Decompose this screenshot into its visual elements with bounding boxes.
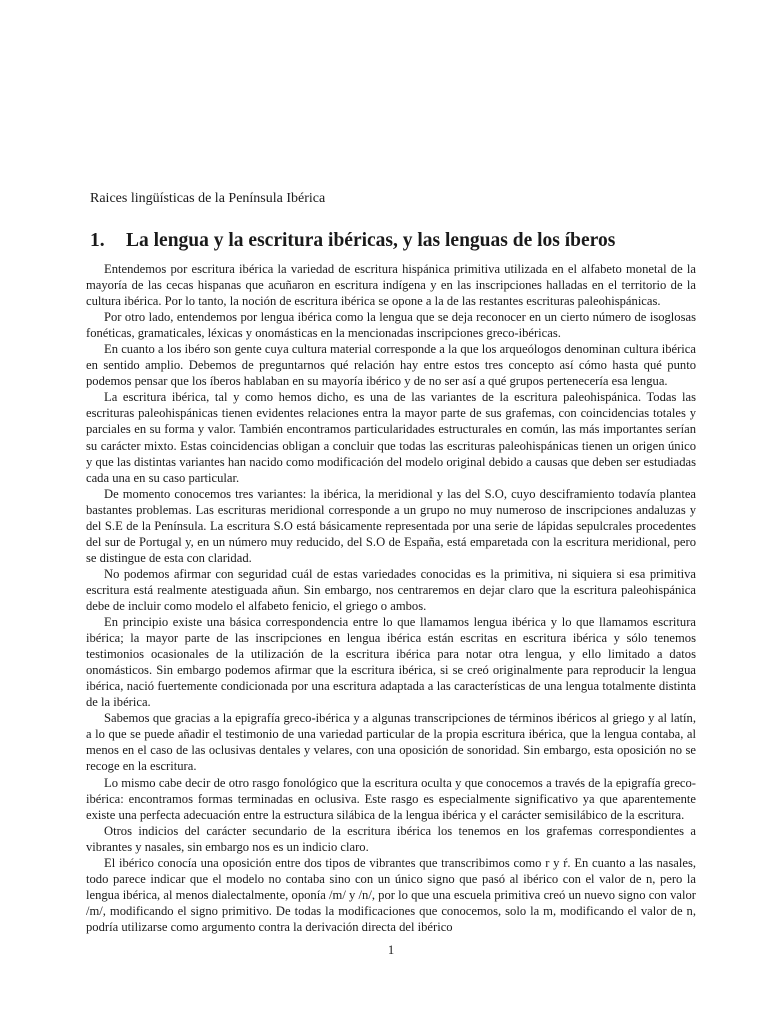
paragraph: En cuanto a los ibéro son gente cuya cultura material corresponde a la que los arqueólogos denominan cultura ibérica en sentido amplio. Debemos de preguntarnos qué relación hay entre estos tres concepto así cómo hasta qué punto podemos pensar que los íberos hablaban en su mayoría ibérico y de no ser así a qué grupos pertenecería esa lengua. — [86, 342, 696, 389]
paragraph: Entendemos por escritura ibérica la variedad de escritura hispánica primitiva utilizada en el alfabeto monetal de la mayoría de las cecas hispanas que acuñaron en escritura indígena y en las inscripciones halladas en el territorio de la cultura ibérica. Por lo tanto, la noción de escritura ibérica se opone a la de las restantes escrituras paleohispánicas. — [86, 262, 696, 309]
document-page — [86, 0, 696, 1024]
page-number: 1 — [387, 943, 395, 957]
paragraph: El ibérico conocía una oposición entre dos tipos de vibrantes que transcribimos como r y ŕ. En cuanto a las nasales, todo parece indicar que el modelo no contaba sino con un único signo que pasó al ibérico con el valor de n, pero la lengua ibérica, al menos dialectalmente, oponía /m/ y /n/, por lo que una escuela primitiva creó un nuevo signo con valor /m/, modificando el signo primitivo. De todas la modificaciones que conocemos, solo la m, modificando el valor de n, podría utilizarse como argumento contra la derivación directa del ibérico — [86, 855, 696, 934]
paragraph: De momento conocemos tres variantes: la ibérica, la meridional y las del S.O, cuyo desciframiento todavía plantea bastantes problemas. Las escrituras meridional corresponde a un grupo no muy numeroso de inscripciones andaluzas y del S.E de la Península. La escritura S.O está básicamente representada por una serie de lápidas sepulcrales procedentes del sur de Portugal y, en un número muy reducido, del S.O de España, está emparetada con la escritura meridional, pero se distingue de esta con claridad. — [86, 486, 696, 565]
paragraph: Otros indicios del carácter secundario de la escritura ibérica los tenemos en los grafemas correspondientes a vibrantes y nasales, sin embargo nos es un indicio claro. — [86, 823, 696, 854]
paragraph: No podemos afirmar con seguridad cuál de estas variedades conocidas es la primitiva, ni siquiera si esa primitiva escritura está realmente atestiguada añun. Sin embargo, nos centraremos en dejar claro que la escritura paleohispánica debe de incluir como modelo el alfabeto fenicio, el griego o ambos. — [86, 566, 696, 613]
section-heading — [90, 228, 696, 254]
section-title: La lengua y la escritura ibéricas, y las lenguas de los íberos — [126, 230, 616, 251]
paragraph: Por otro lado, entendemos por lengua ibérica como la lengua que se deja reconocer en un cierto número de isoglosas fonéticas, gramaticales, léxicas y onomásticas en la mencionadas inscripciones greco-ibéricas. — [86, 310, 696, 341]
paragraph: En principio existe una básica correspondencia entre lo que llamamos lengua ibérica y lo que llamamos escritura ibérica; la mayor parte de las inscripciones en lengua ibérica están escritas en escritura ibérica y sólo tenemos testimonios ocasionales de la utilización de la escritura ibérica para notar otra lengua, y ello limitado a datos onomásticos. Sin embargo podemos afirmar que la escritura ibérica, si se creó originalmente para reproducir la lengua ibérica, nació fuertemente condicionada por una escritura adaptada a las características de una lengua totalmente distinta de la ibérica. — [86, 615, 696, 710]
body-text — [86, 261, 696, 935]
section-number: 1. — [90, 230, 105, 251]
paragraph: Sabemos que gracias a la epigrafía greco-ibérica y a algunas transcripciones de términos ibéricos al griego y al latín, a lo que se puede añadir el testimonio de una variedad particular de la propia escritura ibérica, que la lengua contaba, al menos en el caso de las oclusivas dentales y velares, con una oposición de sonoridad. Sin embargo, esta oposición no se recoge en la escritura. — [86, 711, 696, 774]
paragraph: Lo mismo cabe decir de otro rasgo fonológico que la escritura oculta y que conocemos a través de la epigrafía greco-ibérica: encontramos formas terminadas en oclusiva. Este rasgo es especialmente significativo ya que aparentemente existe una perfecta adecuación entre la estructura silábica de la lengua ibérica y el carácter semisilábico de la escritura. — [86, 775, 696, 822]
running-title: Raices lingüísticas de la Península Ibérica — [90, 191, 326, 206]
paragraph: La escritura ibérica, tal y como hemos dicho, es una de las variantes de la escritura paleohispánica. Todas las escrituras paleohispánicas tienen evidentes relaciones entra la mayor parte de sus grafemas, con coincidencias totales y parciales en su forma y valor. También encontramos particularidades estructurales en común, las más importantes serían su carácter mixto. Estas coincidencias obligan a concluir que todas las escrituras paleohispánicas tienen un origen único y que las distintas variantes han nacido como modificación del modelo original debido a causas que deben ser estudiadas cada una en su caso particular. — [86, 390, 696, 485]
